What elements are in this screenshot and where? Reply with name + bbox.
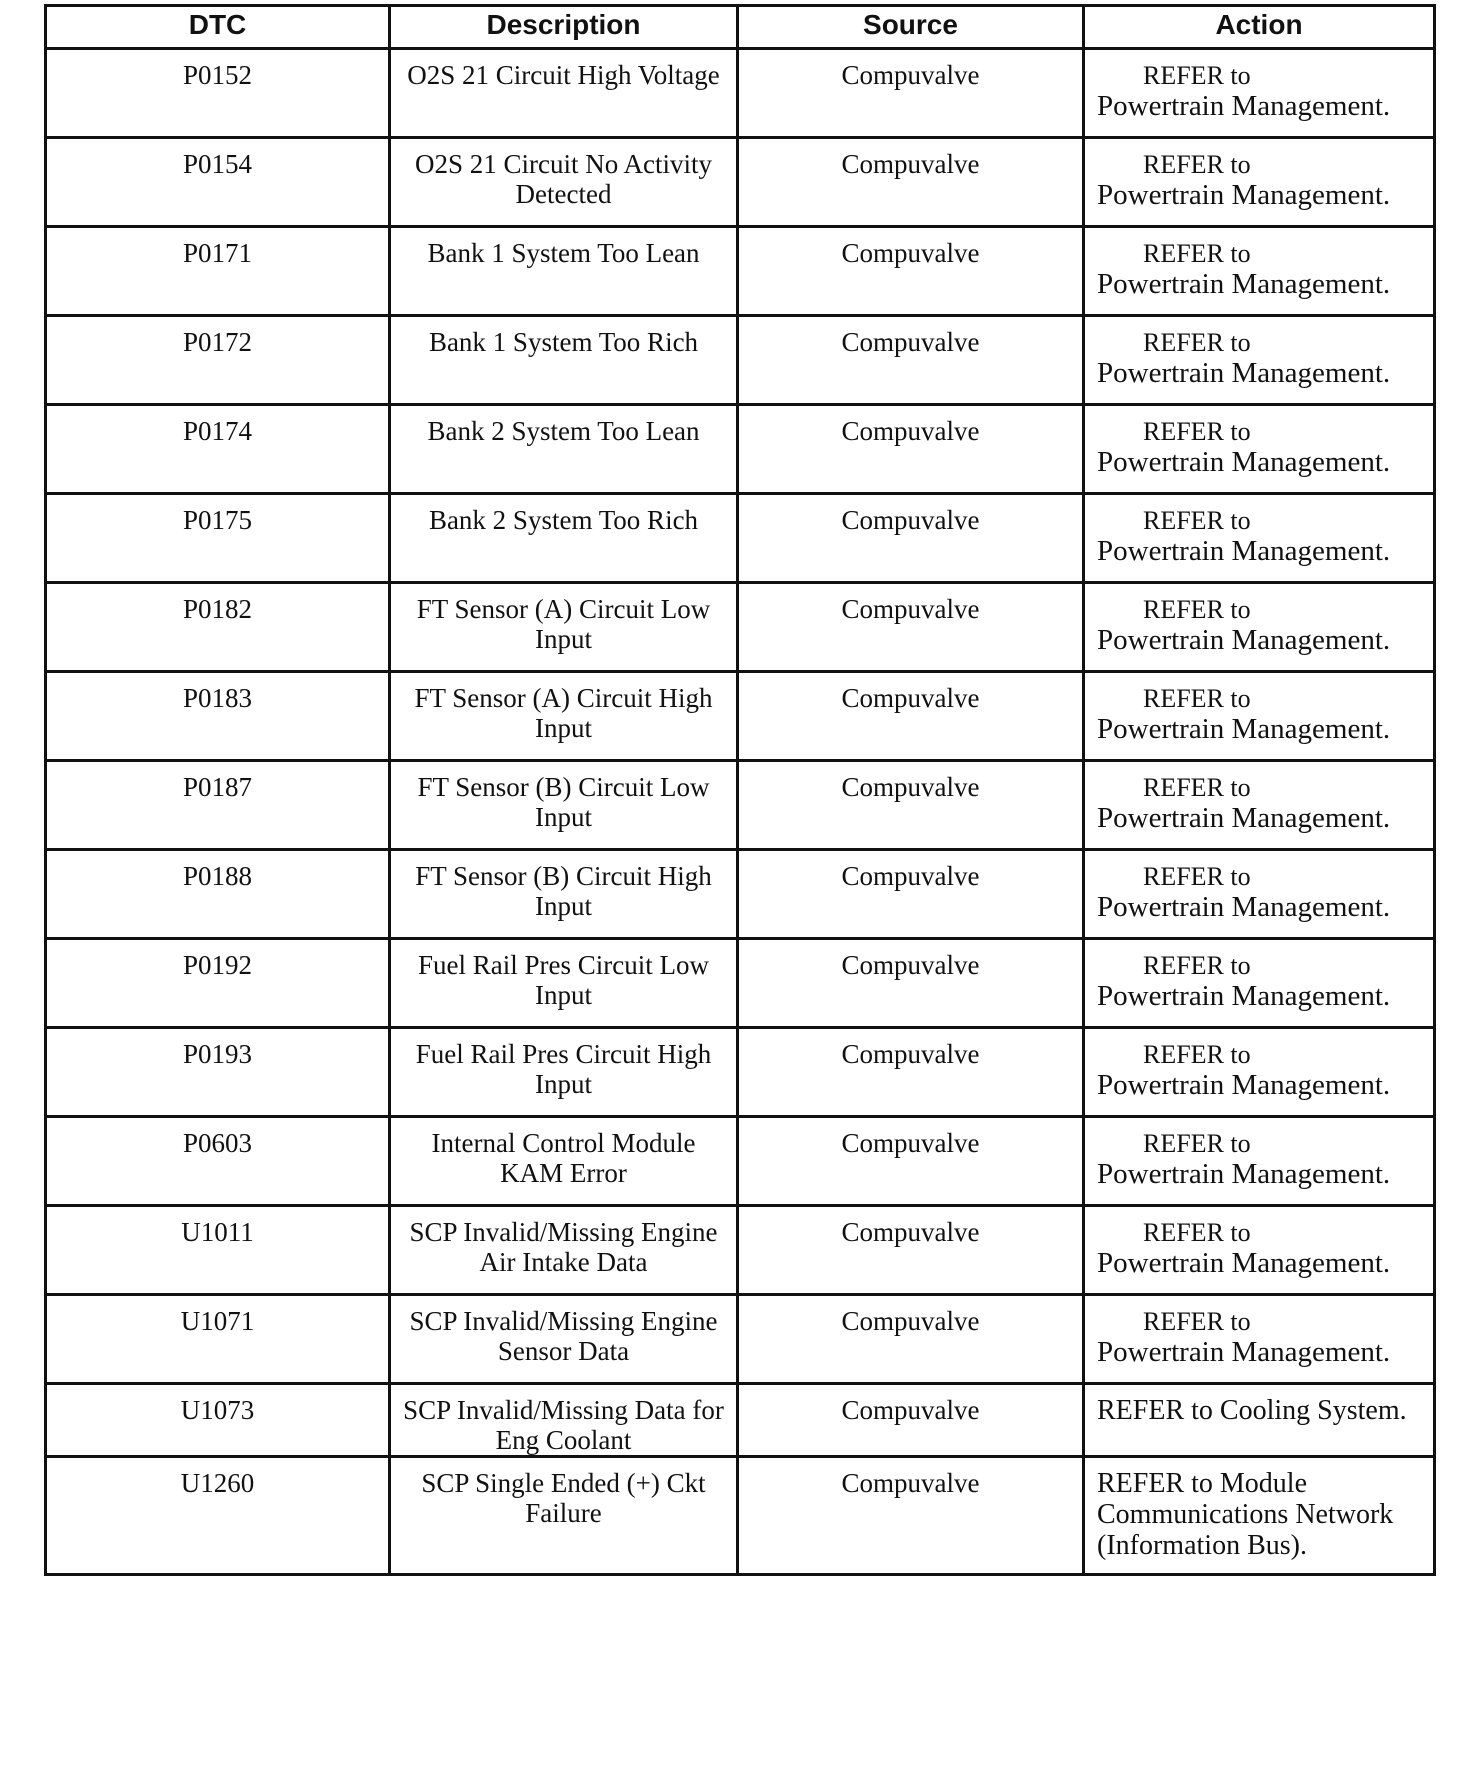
action-target-text: Powertrain Management. [1097,802,1391,834]
dtc-code: P0183 [46,672,390,761]
action-refer-text: REFER to [1143,1307,1251,1336]
dtc-code: P0174 [46,405,390,494]
action-refer-text: REFER to [1143,1218,1251,1247]
table-row [46,405,1435,494]
table-row [46,761,1435,850]
dtc-action [1084,494,1435,583]
dtc-description: O2S 21 Circuit High Voltage [390,49,738,138]
dtc-code: P0182 [46,583,390,672]
dtc-source: Compuvalve [738,405,1084,494]
dtc-code: U1260 [46,1457,390,1575]
action-refer-text: REFER to Module Communications Network (Information Bus). [1097,1468,1394,1561]
dtc-action [1084,1457,1435,1575]
dtc-action [1084,1384,1435,1457]
dtc-action [1084,1117,1435,1206]
action-refer-text: REFER to [1143,595,1251,624]
dtc-description: O2S 21 Circuit No Activity Detected [390,138,738,227]
dtc-source: Compuvalve [738,761,1084,850]
dtc-action [1084,1295,1435,1384]
dtc-description: SCP Single Ended (+) Ckt Failure [390,1457,738,1575]
action-refer-text: REFER to [1143,1040,1251,1069]
dtc-action [1084,850,1435,939]
header-action: Action [1084,6,1435,49]
dtc-code: P0188 [46,850,390,939]
header-dtc: DTC [46,6,390,49]
action-target-text: Powertrain Management. [1097,357,1391,389]
dtc-table-container [44,4,1433,1576]
dtc-action [1084,1028,1435,1117]
dtc-code: U1011 [46,1206,390,1295]
action-refer-text: REFER to [1143,239,1251,268]
table-row [46,1384,1435,1457]
dtc-source: Compuvalve [738,850,1084,939]
dtc-action [1084,1206,1435,1295]
dtc-description: Fuel Rail Pres Circuit Low Input [390,939,738,1028]
dtc-description: Bank 2 System Too Rich [390,494,738,583]
dtc-action [1084,316,1435,405]
dtc-description: Bank 1 System Too Lean [390,227,738,316]
action-target-text: Powertrain Management. [1097,90,1391,122]
dtc-source: Compuvalve [738,1028,1084,1117]
dtc-action [1084,939,1435,1028]
table-row [46,583,1435,672]
action-refer-text: REFER to [1143,951,1251,980]
table-body [46,49,1435,1575]
action-refer-text: REFER to [1143,506,1251,535]
dtc-action [1084,49,1435,138]
action-target-text: Powertrain Management. [1097,1069,1391,1101]
dtc-source: Compuvalve [738,316,1084,405]
table-row [46,1295,1435,1384]
table-row [46,494,1435,583]
dtc-code: P0192 [46,939,390,1028]
dtc-description: Fuel Rail Pres Circuit High Input [390,1028,738,1117]
action-refer-text: REFER to [1143,61,1251,90]
dtc-code: P0175 [46,494,390,583]
dtc-action [1084,761,1435,850]
action-refer-text: REFER to [1143,328,1251,357]
dtc-code: P0187 [46,761,390,850]
header-source: Source [738,6,1084,49]
dtc-description: FT Sensor (B) Circuit High Input [390,850,738,939]
dtc-code: P0172 [46,316,390,405]
action-target-text: Powertrain Management. [1097,1247,1391,1279]
table-row [46,1028,1435,1117]
dtc-code: U1071 [46,1295,390,1384]
action-target-text: Powertrain Management. [1097,891,1391,923]
dtc-source: Compuvalve [738,1295,1084,1384]
dtc-source: Compuvalve [738,1117,1084,1206]
dtc-source: Compuvalve [738,494,1084,583]
header-row [46,6,1435,49]
action-target-text: Powertrain Management. [1097,535,1391,567]
dtc-description: FT Sensor (B) Circuit Low Input [390,761,738,850]
dtc-source: Compuvalve [738,1206,1084,1295]
dtc-code: P0154 [46,138,390,227]
dtc-source: Compuvalve [738,672,1084,761]
action-target-text: Powertrain Management. [1097,179,1391,211]
action-refer-text: REFER to [1143,150,1251,179]
dtc-description: FT Sensor (A) Circuit Low Input [390,583,738,672]
action-target-text: Powertrain Management. [1097,268,1391,300]
dtc-action [1084,405,1435,494]
action-refer-text: REFER to [1143,773,1251,802]
dtc-description: Bank 1 System Too Rich [390,316,738,405]
dtc-source: Compuvalve [738,1457,1084,1575]
dtc-action [1084,227,1435,316]
dtc-action [1084,138,1435,227]
action-target-text: Powertrain Management. [1097,446,1391,478]
action-refer-text: REFER to [1143,684,1251,713]
table-row [46,49,1435,138]
action-target-text: Powertrain Management. [1097,1158,1391,1190]
table-row [46,138,1435,227]
action-target-text: Powertrain Management. [1097,1336,1391,1368]
action-target-text: Powertrain Management. [1097,980,1391,1012]
table-row [46,1117,1435,1206]
dtc-code: P0193 [46,1028,390,1117]
dtc-source: Compuvalve [738,138,1084,227]
header-description: Description [390,6,738,49]
action-refer-text: REFER to [1143,1129,1251,1158]
table-row [46,1206,1435,1295]
dtc-action [1084,583,1435,672]
table-header [46,6,1435,49]
dtc-code: P0152 [46,49,390,138]
table-row [46,227,1435,316]
table-row [46,850,1435,939]
dtc-table [44,4,1436,1576]
dtc-source: Compuvalve [738,583,1084,672]
dtc-description: Bank 2 System Too Lean [390,405,738,494]
action-target-text: Powertrain Management. [1097,713,1391,745]
dtc-source: Compuvalve [738,939,1084,1028]
action-refer-text: REFER to [1143,862,1251,891]
table-row [46,1457,1435,1575]
dtc-source: Compuvalve [738,1384,1084,1457]
dtc-code: P0603 [46,1117,390,1206]
action-target-text: Powertrain Management. [1097,624,1391,656]
dtc-description: Internal Control Module KAM Error [390,1117,738,1206]
table-row [46,939,1435,1028]
dtc-source: Compuvalve [738,49,1084,138]
table-row [46,316,1435,405]
action-refer-text: REFER to [1143,417,1251,446]
dtc-description: SCP Invalid/Missing Data for Eng Coolant [390,1384,738,1457]
dtc-description: SCP Invalid/Missing Engine Sensor Data [390,1295,738,1384]
dtc-code: P0171 [46,227,390,316]
dtc-source: Compuvalve [738,227,1084,316]
action-refer-text: REFER to Cooling System. [1097,1395,1407,1426]
dtc-description: FT Sensor (A) Circuit High Input [390,672,738,761]
dtc-code: U1073 [46,1384,390,1457]
table-row [46,672,1435,761]
dtc-action [1084,672,1435,761]
dtc-description: SCP Invalid/Missing Engine Air Intake Data [390,1206,738,1295]
